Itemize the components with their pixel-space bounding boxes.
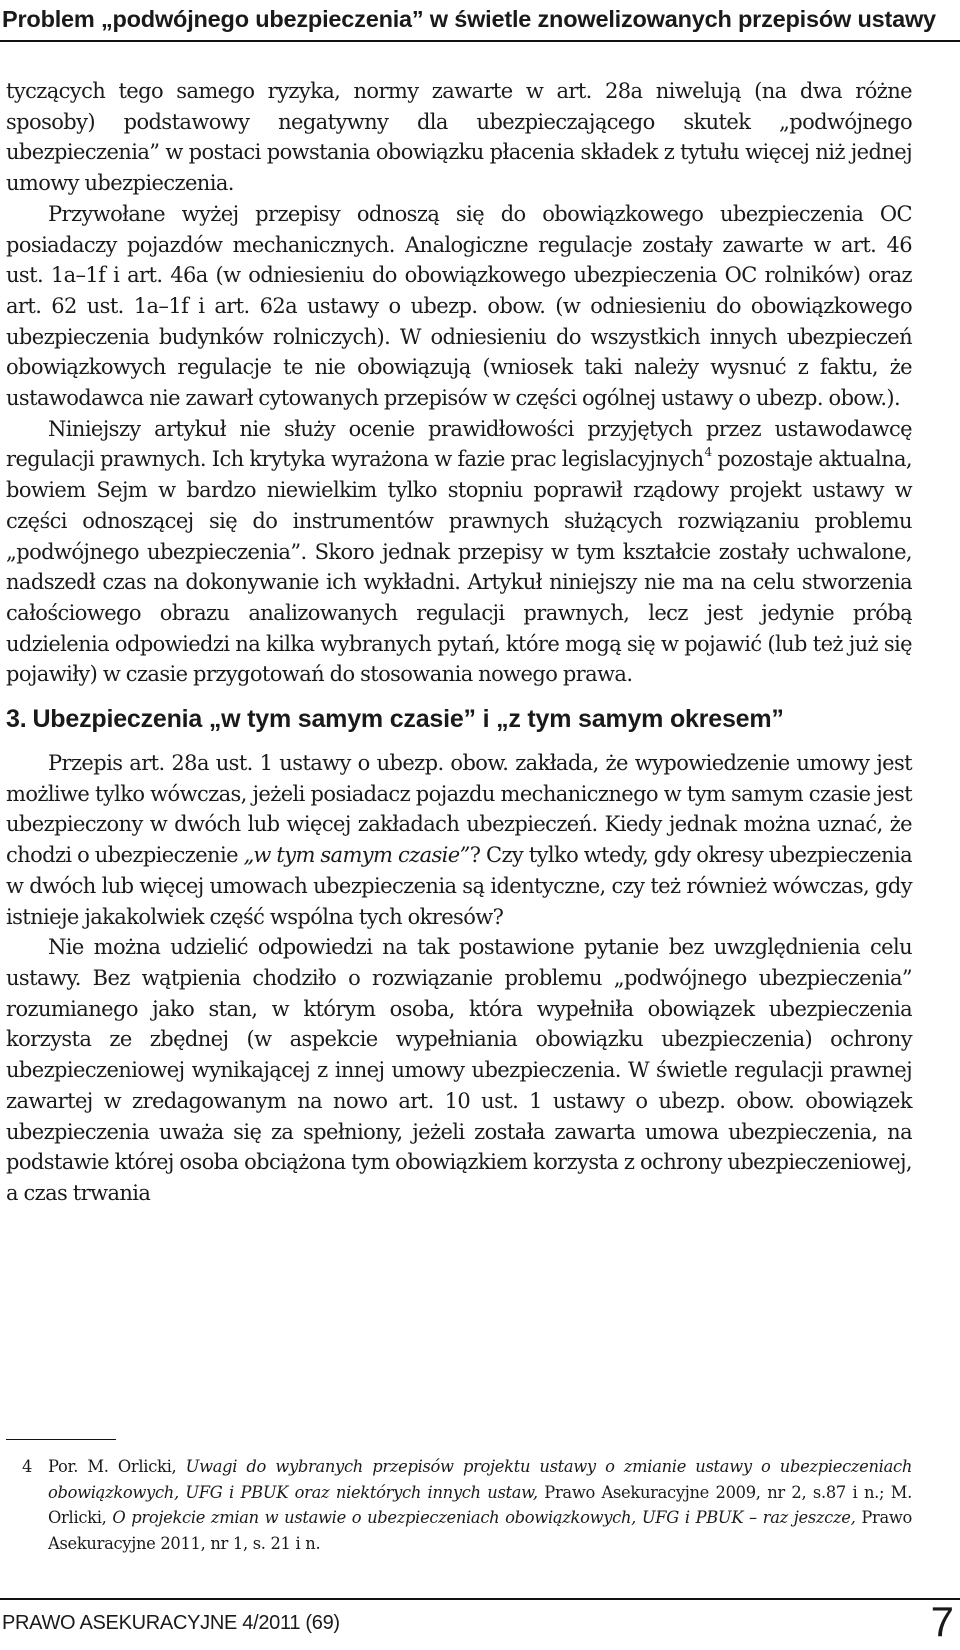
- paragraph-1: tyczących tego samego ryzyka, normy zawarte w art. 28a niwelują (na dwa różne sposoby) podstawowy negatywny dla ubezpieczającego skutek „podwójnego ubezpieczenia” w postaci powstania obowiązku płacenia składek z tytułu więcej niż jednej umowy ubezpieczenia.: [6, 79, 912, 196]
- running-header: [0, 0, 960, 42]
- footnote-title-2: O projekcie zmian w ustawie o ubezpieczeniach obowiązkowych, UFG i PBUK – raz jeszcze,: [112, 1508, 856, 1527]
- page-number: 7: [930, 1598, 954, 1645]
- paragraph-4-text-a: Przepis art. 28a ust. 1 ustawy o ubezp. obow. zakłada, że wypowiedzenie umowy jest możliwe tylko wówczas, jeżeli posiadacz pojazdu mechanicznego w tym samym czasie jest ubezpieczony w dwóch lub więcej zakładach ubezpieczeń. Kiedy jednak można uznać, że chodzi o ubezpieczenie: [6, 751, 912, 868]
- running-title: Problem „podwójnego ubezpieczenia” w świetle znowelizowanych przepisów ustawy: [2, 6, 936, 32]
- footnote-number: 4: [22, 1457, 33, 1476]
- footnote-text-3: Prawo Asekuracyjne 2011, nr 1, s. 21 i n.: [48, 1508, 912, 1553]
- section-title: Ubezpieczenia „w tym samym czasie” i „z tym samym okresem”: [32, 705, 784, 734]
- paragraph-5: Nie można udzielić odpowiedzi na tak postawione pytanie bez uwzględnienia celu ustawy. Bez wątpienia chodziło o rozwiązanie problemu „podwójnego ubezpieczenia” rozumianego jako stan, w którym osoba, która wypełniła obowiązek ubezpieczenia korzysta ze zbędnej (w aspekcie wypełniania obowiązku ubezpieczenia) ochrony ubezpieczeniowej wynikającej z innej umowy ubezpieczenia. W świetle regulacji prawnej zawartej w zredagowanym na nowo art. 10 ust. 1 ustawy o ubezp. obow. obowiązek ubezpieczenia uważa się za spełniony, jeżeli została zawarta umowa ubezpieczenia, na podstawie której osoba obciążona tym obowiązkiem korzysta z ochrony ubezpieczeniowej, a czas trwania: [6, 935, 912, 1205]
- paragraph-4-text-b: ? Czy tylko wtedy, gdy okresy ubezpieczenia w dwóch lub więcej umowach ubezpieczenia są identyczne, czy też również wówczas, gdy istnieje jakakolwiek część wspólna tych okresów?: [6, 843, 912, 929]
- article-body: [6, 76, 912, 1209]
- footnote-divider: [6, 1439, 116, 1440]
- paragraph-3: [6, 414, 912, 690]
- section-number: 3.: [6, 705, 27, 734]
- footnote-title-1: Uwagi do wybranych przepisów projektu ustawy o zmianie ustawy o ubezpieczeniach obowiązkowych, UFG i PBUK oraz niektórych innych ustaw,: [48, 1457, 912, 1502]
- page-footer: [0, 1598, 960, 1644]
- footnote-text-1: Por. M. Orlicki,: [48, 1457, 186, 1476]
- section-heading: [6, 700, 912, 738]
- journal-issue: PRAWO ASEKURACYJNE 4/2011 (69): [2, 1612, 340, 1634]
- footnote: [6, 1454, 912, 1556]
- paragraph-4-italic: „w tym samym czasie”: [243, 843, 470, 868]
- paragraph-4: [6, 748, 912, 932]
- paragraph-2: Przywołane wyżej przepisy odnoszą się do obowiązkowego ubezpieczenia OC posiadaczy pojazdów mechanicznych. Analogiczne regulacje zostały zawarte w art. 46 ust. 1a–1f i art. 46a (w odniesieniu do obowiązkowego ubezpieczenia OC rolników) oraz art. 62 ust. 1a–1f i art. 62a ustawy o ubezp. obow. (w odniesieniu do obowiązkowego ubezpieczenia budynków rolniczych). W odniesieniu do wszystkich innych ubezpieczeń obowiązkowych regulacje te nie obowiązują (wniosek taki należy wysnuć z faktu, że ustawodawca nie zawarł cytowanych przepisów w części ogólnej ustawy o ubezp. obow.).: [6, 201, 912, 411]
- paragraph-3-text-a: Niniejszy artykuł nie służy ocenie prawidłowości przyjętych przez ustawodawcę regulacji prawnych. Ich krytyka wyrażona w fazie prac legislacyjnych: [6, 416, 912, 472]
- paragraph-3-text-b: pozostaje aktualna, bowiem Sejm w bardzo niewielkim tylko stopniu poprawił rządowy projekt ustawy w części odnoszącej się do instrumentów prawnych służących rozwiązaniu problemu „podwójnego ubezpieczenia”. Skoro jednak przepisy w tym kształcie zostały uchwalone, nadszedł czas na dokonywanie ich wykładni. Artykuł niniejszy nie ma na celu stworzenia całościowego obrazu analizowanych regulacji prawnych, lecz jest jedynie próbą udzielenia odpowiedzi na kilka wybranych pytań, które mogą się w pojawić (lub też już się pojawiły) w czasie przygotowań do stosowania nowego prawa.: [6, 447, 912, 687]
- footnote-reference: 4: [704, 445, 712, 460]
- footnote-text-2: Prawo Asekuracyjne 2009, nr 2, s.87 i n.; M. Orlicki,: [48, 1482, 912, 1527]
